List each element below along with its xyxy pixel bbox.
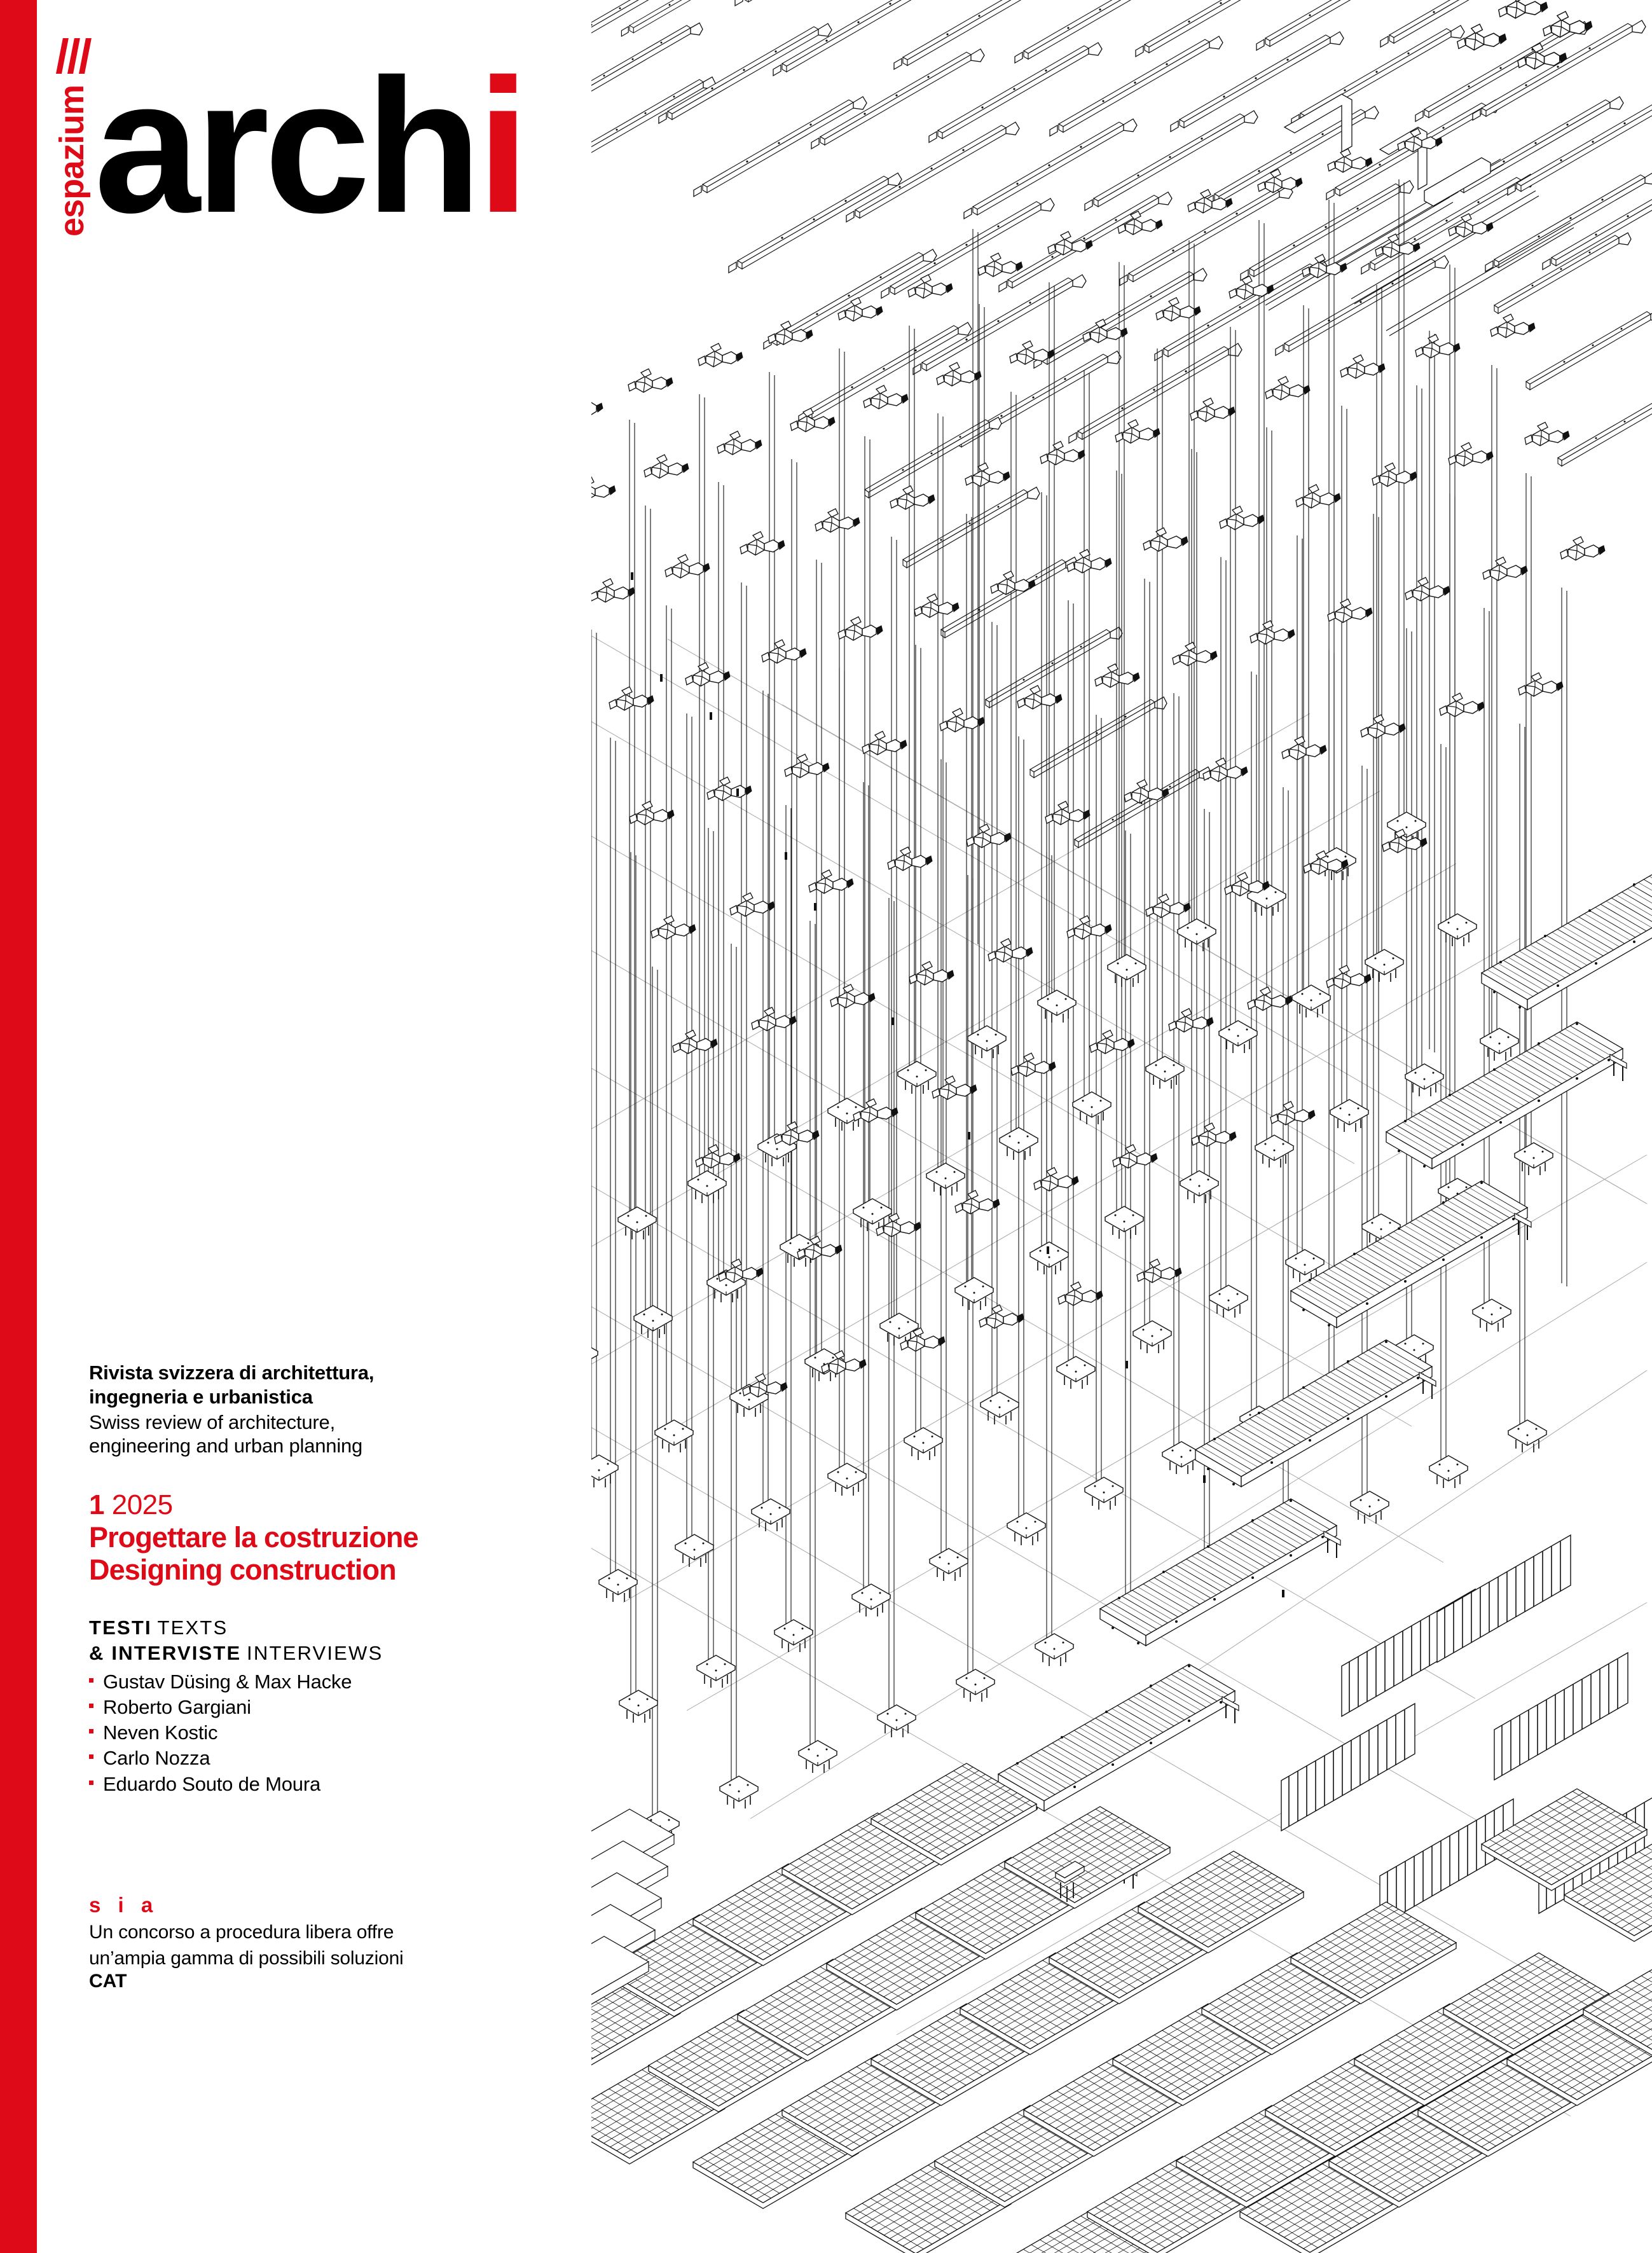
column-grid-with-connector-nodes: [591, 128, 1605, 1843]
kicker-interviste: & INTERVISTE: [89, 1642, 242, 1665]
issue-number: 1: [89, 1489, 104, 1521]
issue-block: [89, 1489, 534, 1586]
issue-year: 2025: [111, 1489, 173, 1521]
red-square-bullet-icon: [89, 1781, 93, 1785]
list-item[interactable]: [89, 1772, 534, 1797]
list-item[interactable]: [89, 1720, 534, 1746]
kicker-texts-en: TEXTS: [157, 1616, 228, 1639]
sia-supplement-block: [89, 1892, 534, 1993]
sia-text-line2: un’ampia gamma di possibili soluzioni: [89, 1947, 404, 1969]
kicker-testi: TESTI: [89, 1616, 152, 1639]
author-name: Carlo Nozza: [103, 1747, 210, 1770]
cover-text-column: [89, 1361, 534, 1993]
list-item[interactable]: [89, 1695, 534, 1720]
axonometric-construction-drawing: [591, 0, 1652, 2253]
cover-illustration: [591, 0, 1652, 2253]
red-square-bullet-icon: [89, 1678, 93, 1683]
issue-title-italian: Progettare la costruzione: [89, 1521, 418, 1554]
kicker-texts: [89, 1615, 534, 1641]
author-name: Eduardo Souto de Moura: [103, 1772, 321, 1795]
kicker-interviews-en: INTERVIEWS: [247, 1642, 383, 1665]
espazium-wordmark: espazium: [53, 85, 91, 237]
sia-text-line1: Un concorso a procedura libera offre: [89, 1921, 394, 1943]
red-square-bullet-icon: [89, 1704, 93, 1708]
author-name: Gustav Düsing & Max Hacke: [103, 1670, 352, 1693]
cat-logo: CAT: [89, 1970, 127, 1992]
left-red-spine: [0, 0, 37, 2253]
texts-and-interviews-block: [89, 1615, 534, 1797]
list-item[interactable]: [89, 1669, 534, 1695]
masthead-red-i: i: [476, 39, 525, 252]
list-item[interactable]: [89, 1746, 534, 1771]
subtitle-english-line2: engineering and urban planning: [89, 1435, 363, 1457]
espazium-logo: [52, 38, 90, 248]
issue-number-year: [89, 1489, 534, 1522]
page-title: [94, 39, 525, 252]
subtitle-english-line1: Swiss review of architecture,: [89, 1410, 335, 1433]
sia-logo: s i a: [89, 1893, 159, 1917]
kicker-interviews: [89, 1641, 534, 1666]
author-name: Neven Kostic: [103, 1721, 218, 1744]
railing-panels: [1281, 1535, 1652, 1926]
subtitle-italian-line1: Rivista svizzera di architettura,: [89, 1361, 375, 1384]
red-square-bullet-icon: [89, 1754, 93, 1759]
author-list: [89, 1669, 534, 1797]
author-name: Roberto Gargiani: [103, 1695, 251, 1718]
subtitle-english: [89, 1410, 534, 1459]
subtitle-italian: [89, 1361, 534, 1409]
issue-title-english: Designing construction: [89, 1553, 396, 1586]
column-base-plates: [591, 812, 1553, 1843]
subtitle-italian-line2: ingegneria e urbanistica: [89, 1385, 313, 1408]
red-square-bullet-icon: [89, 1729, 93, 1733]
masthead-black-part: arch: [94, 39, 477, 252]
